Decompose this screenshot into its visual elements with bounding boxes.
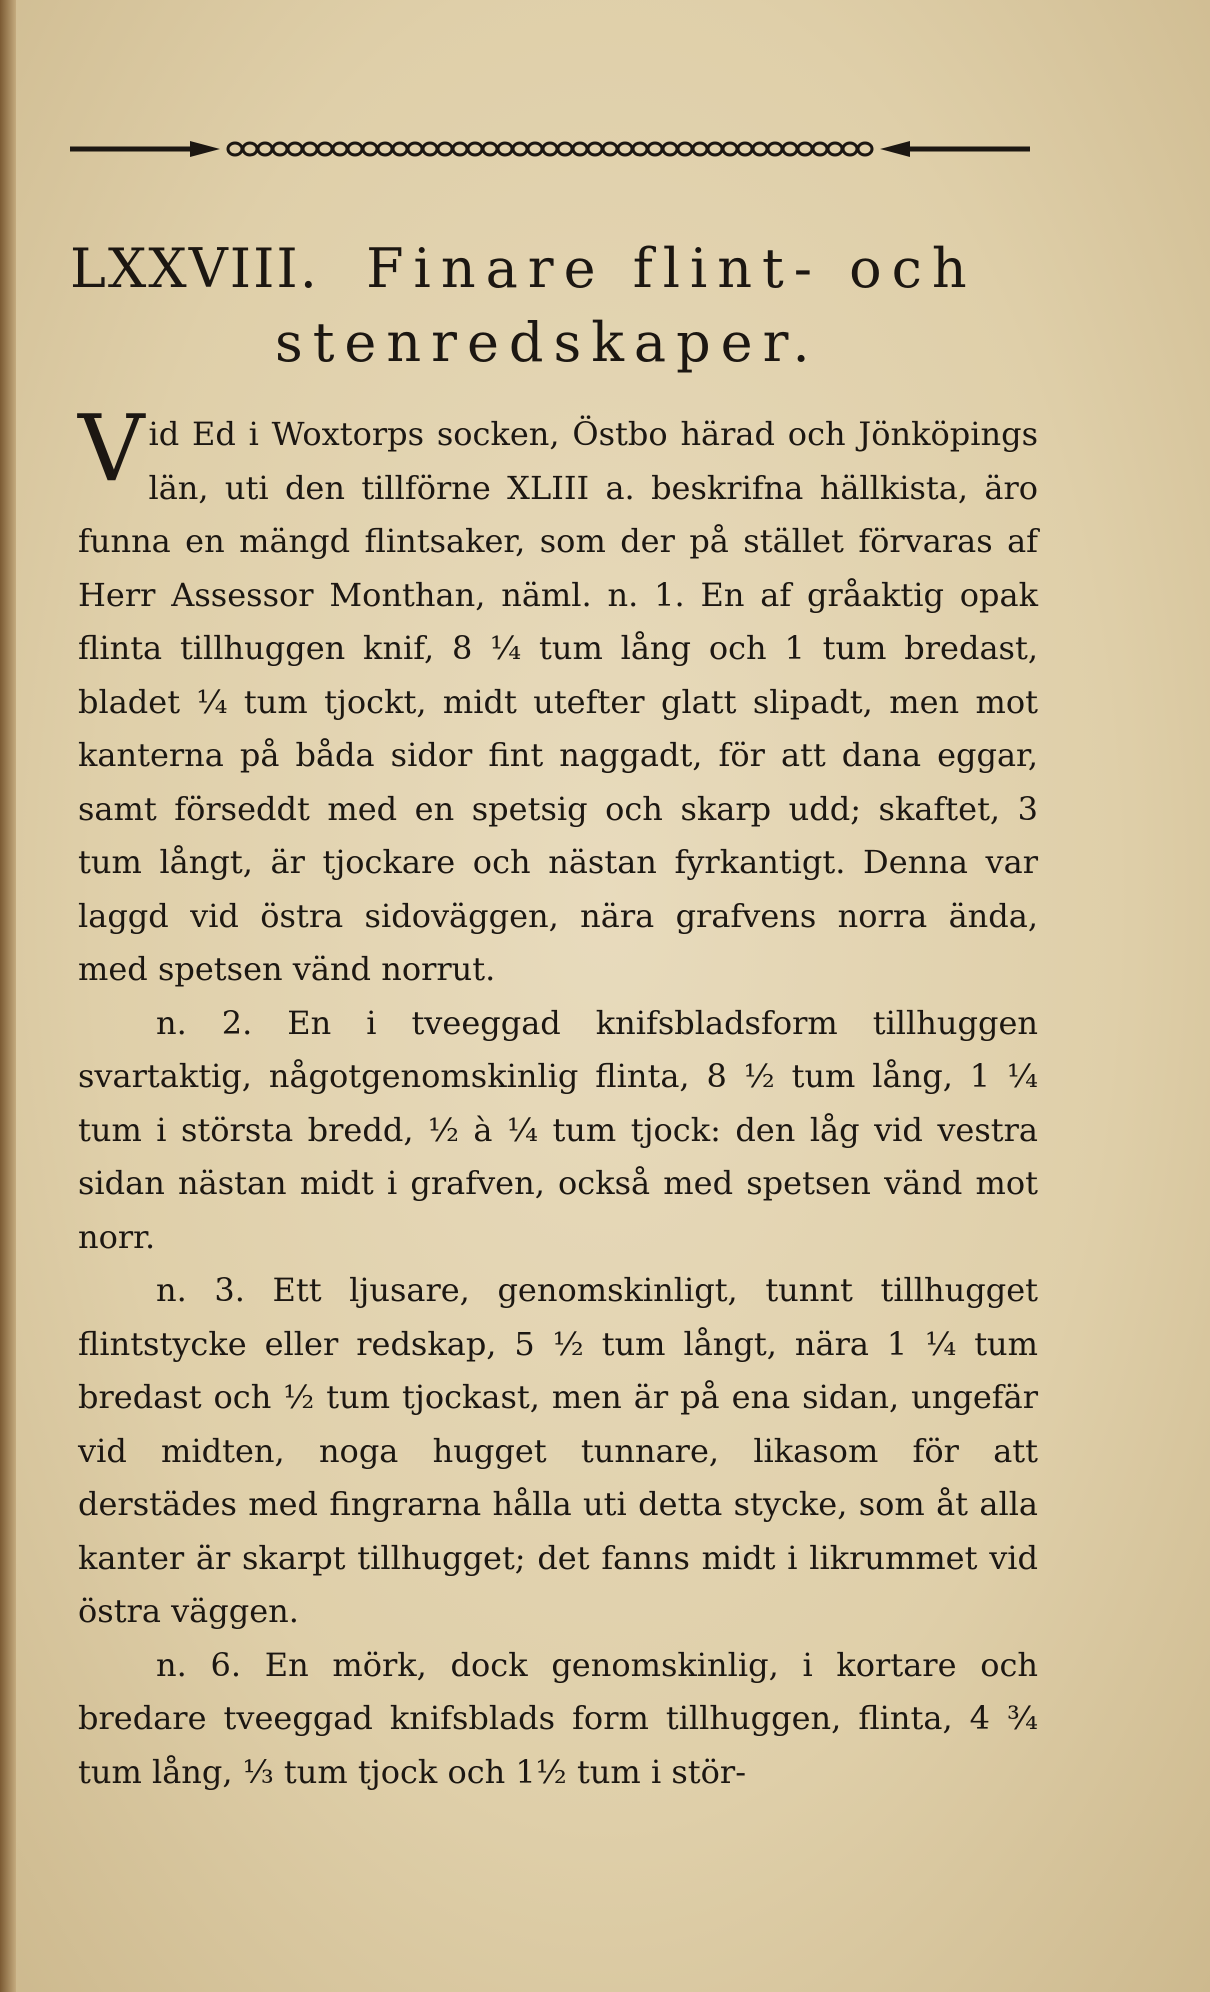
ornament-link: [318, 143, 332, 155]
ornament-link: [513, 143, 527, 155]
ornament-link: [663, 143, 677, 155]
ornament-link: [708, 143, 722, 155]
ornament-link: [648, 143, 662, 155]
drop-cap: V: [78, 395, 145, 502]
chapter-heading: [70, 232, 1050, 380]
body-text: [78, 395, 1038, 1799]
ornament-link: [423, 143, 437, 155]
ornament-link: [813, 143, 827, 155]
ornament-link: [528, 143, 542, 155]
ornament-link: [333, 143, 347, 155]
ornament-link: [258, 143, 272, 155]
ornament-link: [228, 143, 242, 155]
ornament-link: [678, 143, 692, 155]
ornament-link: [483, 143, 497, 155]
ornament-link: [498, 143, 512, 155]
ornament-link: [753, 143, 767, 155]
ornament-link: [288, 143, 302, 155]
ornament-link: [603, 143, 617, 155]
ornament-link: [363, 143, 377, 155]
ornament-link: [618, 143, 632, 155]
chapter-number: LXXVIII.: [70, 237, 319, 300]
paragraph-text: id Ed i Woxtorps socken, Östbo härad och Jönköpings län, uti den tillförne XLIII a. beskrifna hällkista, äro funna en mängd flintsaker, som der på stället förvaras af Herr Assessor Monthan, näml. n. 1. En af gråaktig opak flinta tillhuggen knif, 8 ¼ tum lång och 1 tum bredast, bladet ¼ tum tjockt, midt utefter glatt slipadt, men mot kanterna på båda sidor fint naggadt, för att dana eggar, samt förseddt med en spetsig och skarp udd; skaftet, 3 tum långt, är tjockare och nästan fyrkantigt. Denna var laggd vid östra sidoväggen, nära grafvens norra ända, med spetsen vänd norrut.: [78, 415, 1038, 988]
ornament-link: [558, 143, 572, 155]
paragraph-2: n. 2. En i tveeggad knifsbladsform tillhuggen svartaktig, någotgenomskinlig flinta, 8 ½ tum lång, 1 ¼ tum i största bredd, ½ à ¼ tum tjock: den låg vid vestra sidan nästan midt i grafven, också med spetsen vänd mot norr.: [78, 1003, 1038, 1256]
ornament-link: [438, 143, 452, 155]
chapter-title-part2: stenredskaper.: [275, 311, 820, 374]
ornament-link: [768, 143, 782, 155]
ornament-link: [393, 143, 407, 155]
ornament-link: [303, 143, 317, 155]
ornament-link: [243, 143, 257, 155]
heading-line-2: [70, 306, 1050, 380]
paragraph-4: n. 6. En mörk, dock genomskinlig, i kortare och bredare tveeggad knifsblads form tillhuggen, flinta, 4 ¾ tum lång, ⅓ tum tjock och 1½ tum i stör-: [78, 1645, 1038, 1791]
ornament-link: [843, 143, 857, 155]
ornament-link: [573, 143, 587, 155]
ornament-link: [738, 143, 752, 155]
ornament-link: [798, 143, 812, 155]
chapter-title-part1: Finare flint- och: [366, 237, 977, 300]
ornament-link: [348, 143, 362, 155]
ornament-link: [783, 143, 797, 155]
ornament-link: [588, 143, 602, 155]
ornamental-rule: [70, 133, 1030, 165]
ornament-link: [633, 143, 647, 155]
ornament-link: [378, 143, 392, 155]
paragraph-1: [78, 395, 1038, 997]
ornament-link: [723, 143, 737, 155]
ornament-link: [468, 143, 482, 155]
ornament-link: [408, 143, 422, 155]
ornament-link: [543, 143, 557, 155]
ornament-link: [858, 143, 872, 155]
heading-line-1: [70, 232, 1050, 306]
ornament-link: [693, 143, 707, 155]
ornament-link: [273, 143, 287, 155]
ornament-link: [453, 143, 467, 155]
page-spine-edge: [0, 0, 16, 1992]
paragraph-3: n. 3. Ett ljusare, genomskinligt, tunnt tillhugget flintstycke eller redskap, 5 ½ tum långt, nära 1 ¼ tum bredast och ½ tum tjockast, men är på ena sidan, ungefär vid midten, noga hugget tunnare, likasom för att derstädes med fingrarna hålla uti detta stycke, som åt alla kanter är skarpt tillhugget; det fanns midt i likrummet vid östra väggen.: [78, 1271, 1038, 1630]
ornament-link: [828, 143, 842, 155]
